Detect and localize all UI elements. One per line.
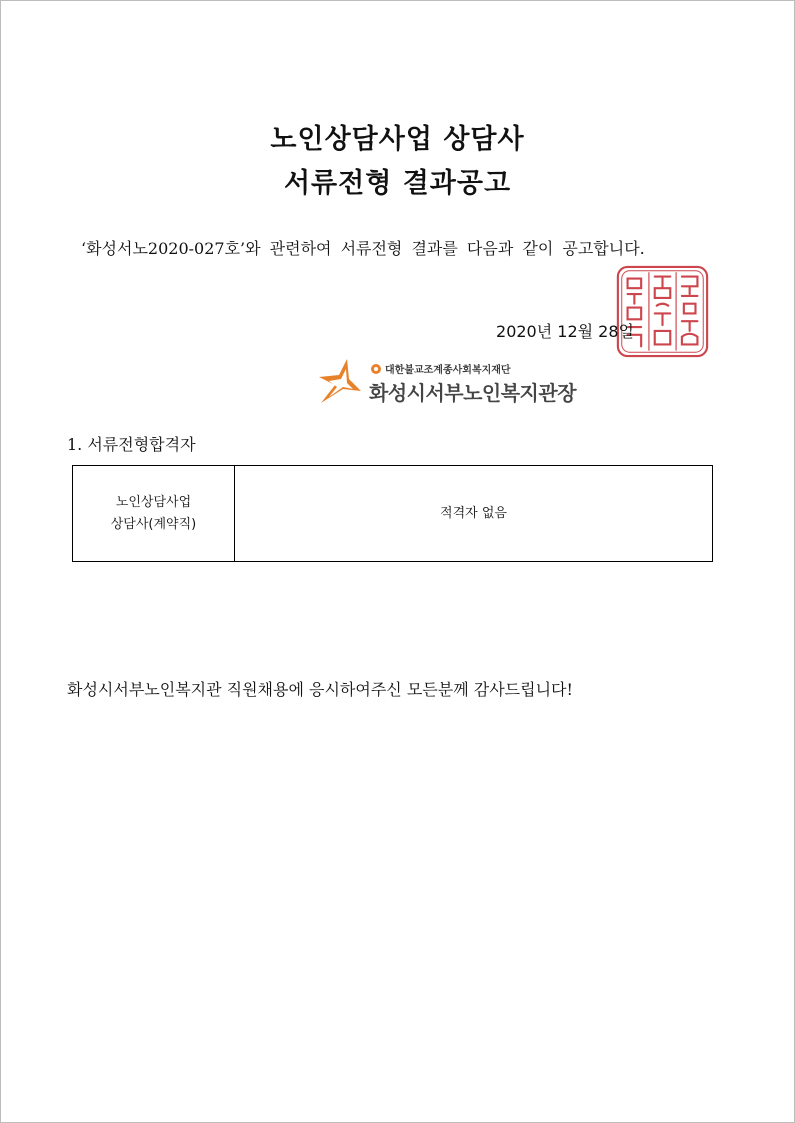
- result-cell: 적격자 없음: [235, 466, 713, 562]
- announcement-date: 2020년 12월 28일: [496, 322, 634, 341]
- logo-mark-icon: [315, 357, 363, 409]
- closing-message: 화성시서부노인복지관 직원채용에 응시하여주신 모든분께 감사드립니다!: [67, 680, 573, 699]
- organization-logo: [315, 357, 585, 413]
- result-table: [72, 465, 713, 562]
- section-heading: 1. 서류전형합격자: [67, 435, 196, 454]
- notice-paragraph: ‘화성서노2020-027호’와 관련하여 서류전형 결과를 다음과 같이 공고합니다.: [81, 239, 645, 258]
- position-name: 노인상담사업: [115, 494, 192, 510]
- table-row: [73, 466, 713, 562]
- foundation-name: [371, 361, 511, 376]
- position-cell: [73, 466, 235, 562]
- dharma-wheel-icon: [371, 364, 381, 374]
- organization-name: 화성시서부노인복지관장: [369, 381, 577, 405]
- document-title-line2: 서류전형 결과공고: [283, 168, 512, 199]
- position-type: 상담사(계약직): [110, 516, 197, 532]
- official-seal-icon: [614, 263, 711, 360]
- document-title-line1: 노인상담사업 상담사: [270, 124, 525, 155]
- foundation-name-text: 대한불교조계종사회복지재단: [385, 365, 511, 376]
